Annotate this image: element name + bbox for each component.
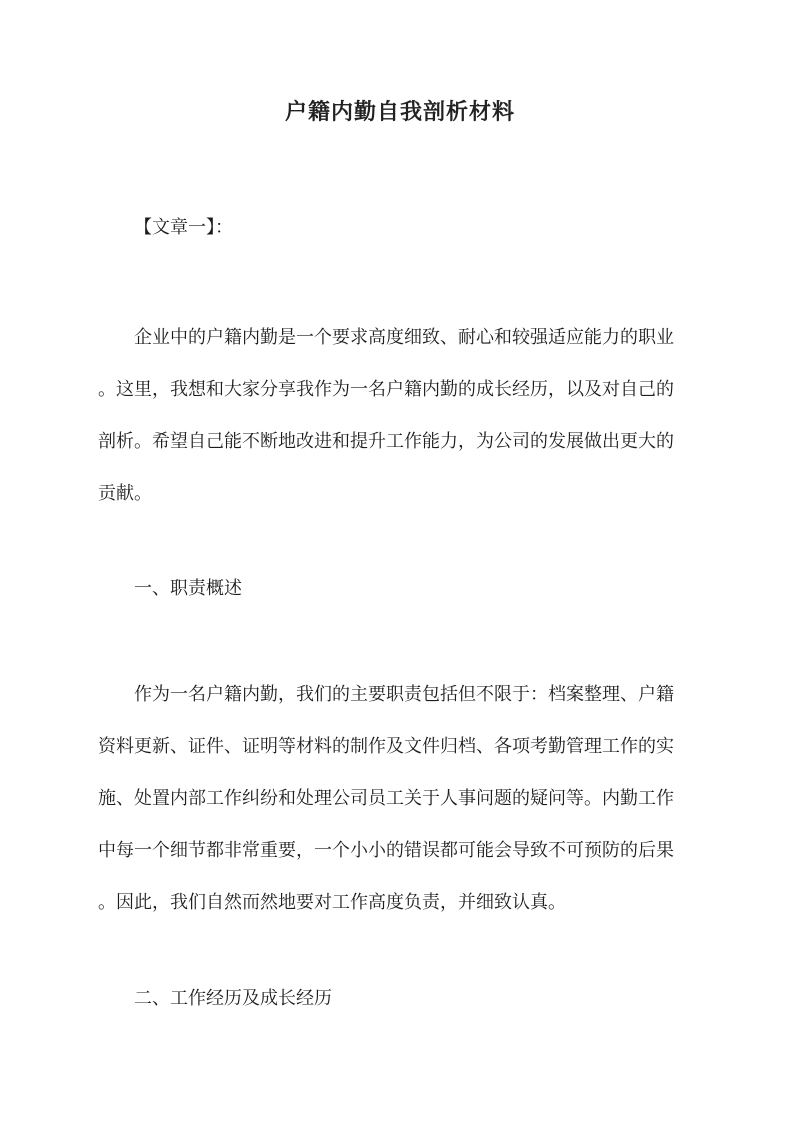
paragraph-line: 中每一个细节都非常重要，一个小小的错误都可能会导致不可预防的后果	[98, 840, 674, 861]
section1-paragraph	[98, 669, 704, 929]
intro-paragraph	[98, 312, 704, 520]
article-label: 【文章一】：	[134, 217, 233, 238]
section-heading: 一、职责概述	[134, 578, 242, 599]
paragraph-line: 贡献。	[98, 483, 152, 504]
paragraph-line: 资料更新、证件、证明等材料的制作及文件归档、各项考勤管理工作的实	[98, 736, 674, 757]
section-heading: 二、工作经历及成长经历	[134, 988, 332, 1009]
section1-heading-block	[98, 563, 704, 615]
paragraph-line: 。因此，我们自然而然地要对工作高度负责，并细致认真。	[98, 892, 566, 913]
paragraph-line: 企业中的户籍内勤是一个要求高度细致、耐心和较强适应能力的职业	[134, 327, 674, 348]
article-label-block	[98, 202, 704, 254]
paragraph-line: 剖析。希望自己能不断地改进和提升工作能力，为公司的发展做出更大的	[98, 431, 674, 452]
section2-heading-block	[98, 973, 704, 1025]
document-title: 户籍内勤自我剖析材料	[284, 99, 515, 125]
paragraph-line: 施、处置内部工作纠纷和处理公司员工关于人事问题的疑问等。内勤工作	[98, 788, 674, 809]
paragraph-line: 。这里，我想和大家分享我作为一名户籍内勤的成长经历，以及对自己的	[98, 379, 674, 400]
paragraph-line: 作为一名户籍内勤，我们的主要职责包括但不限于：档案整理、户籍	[134, 684, 674, 705]
